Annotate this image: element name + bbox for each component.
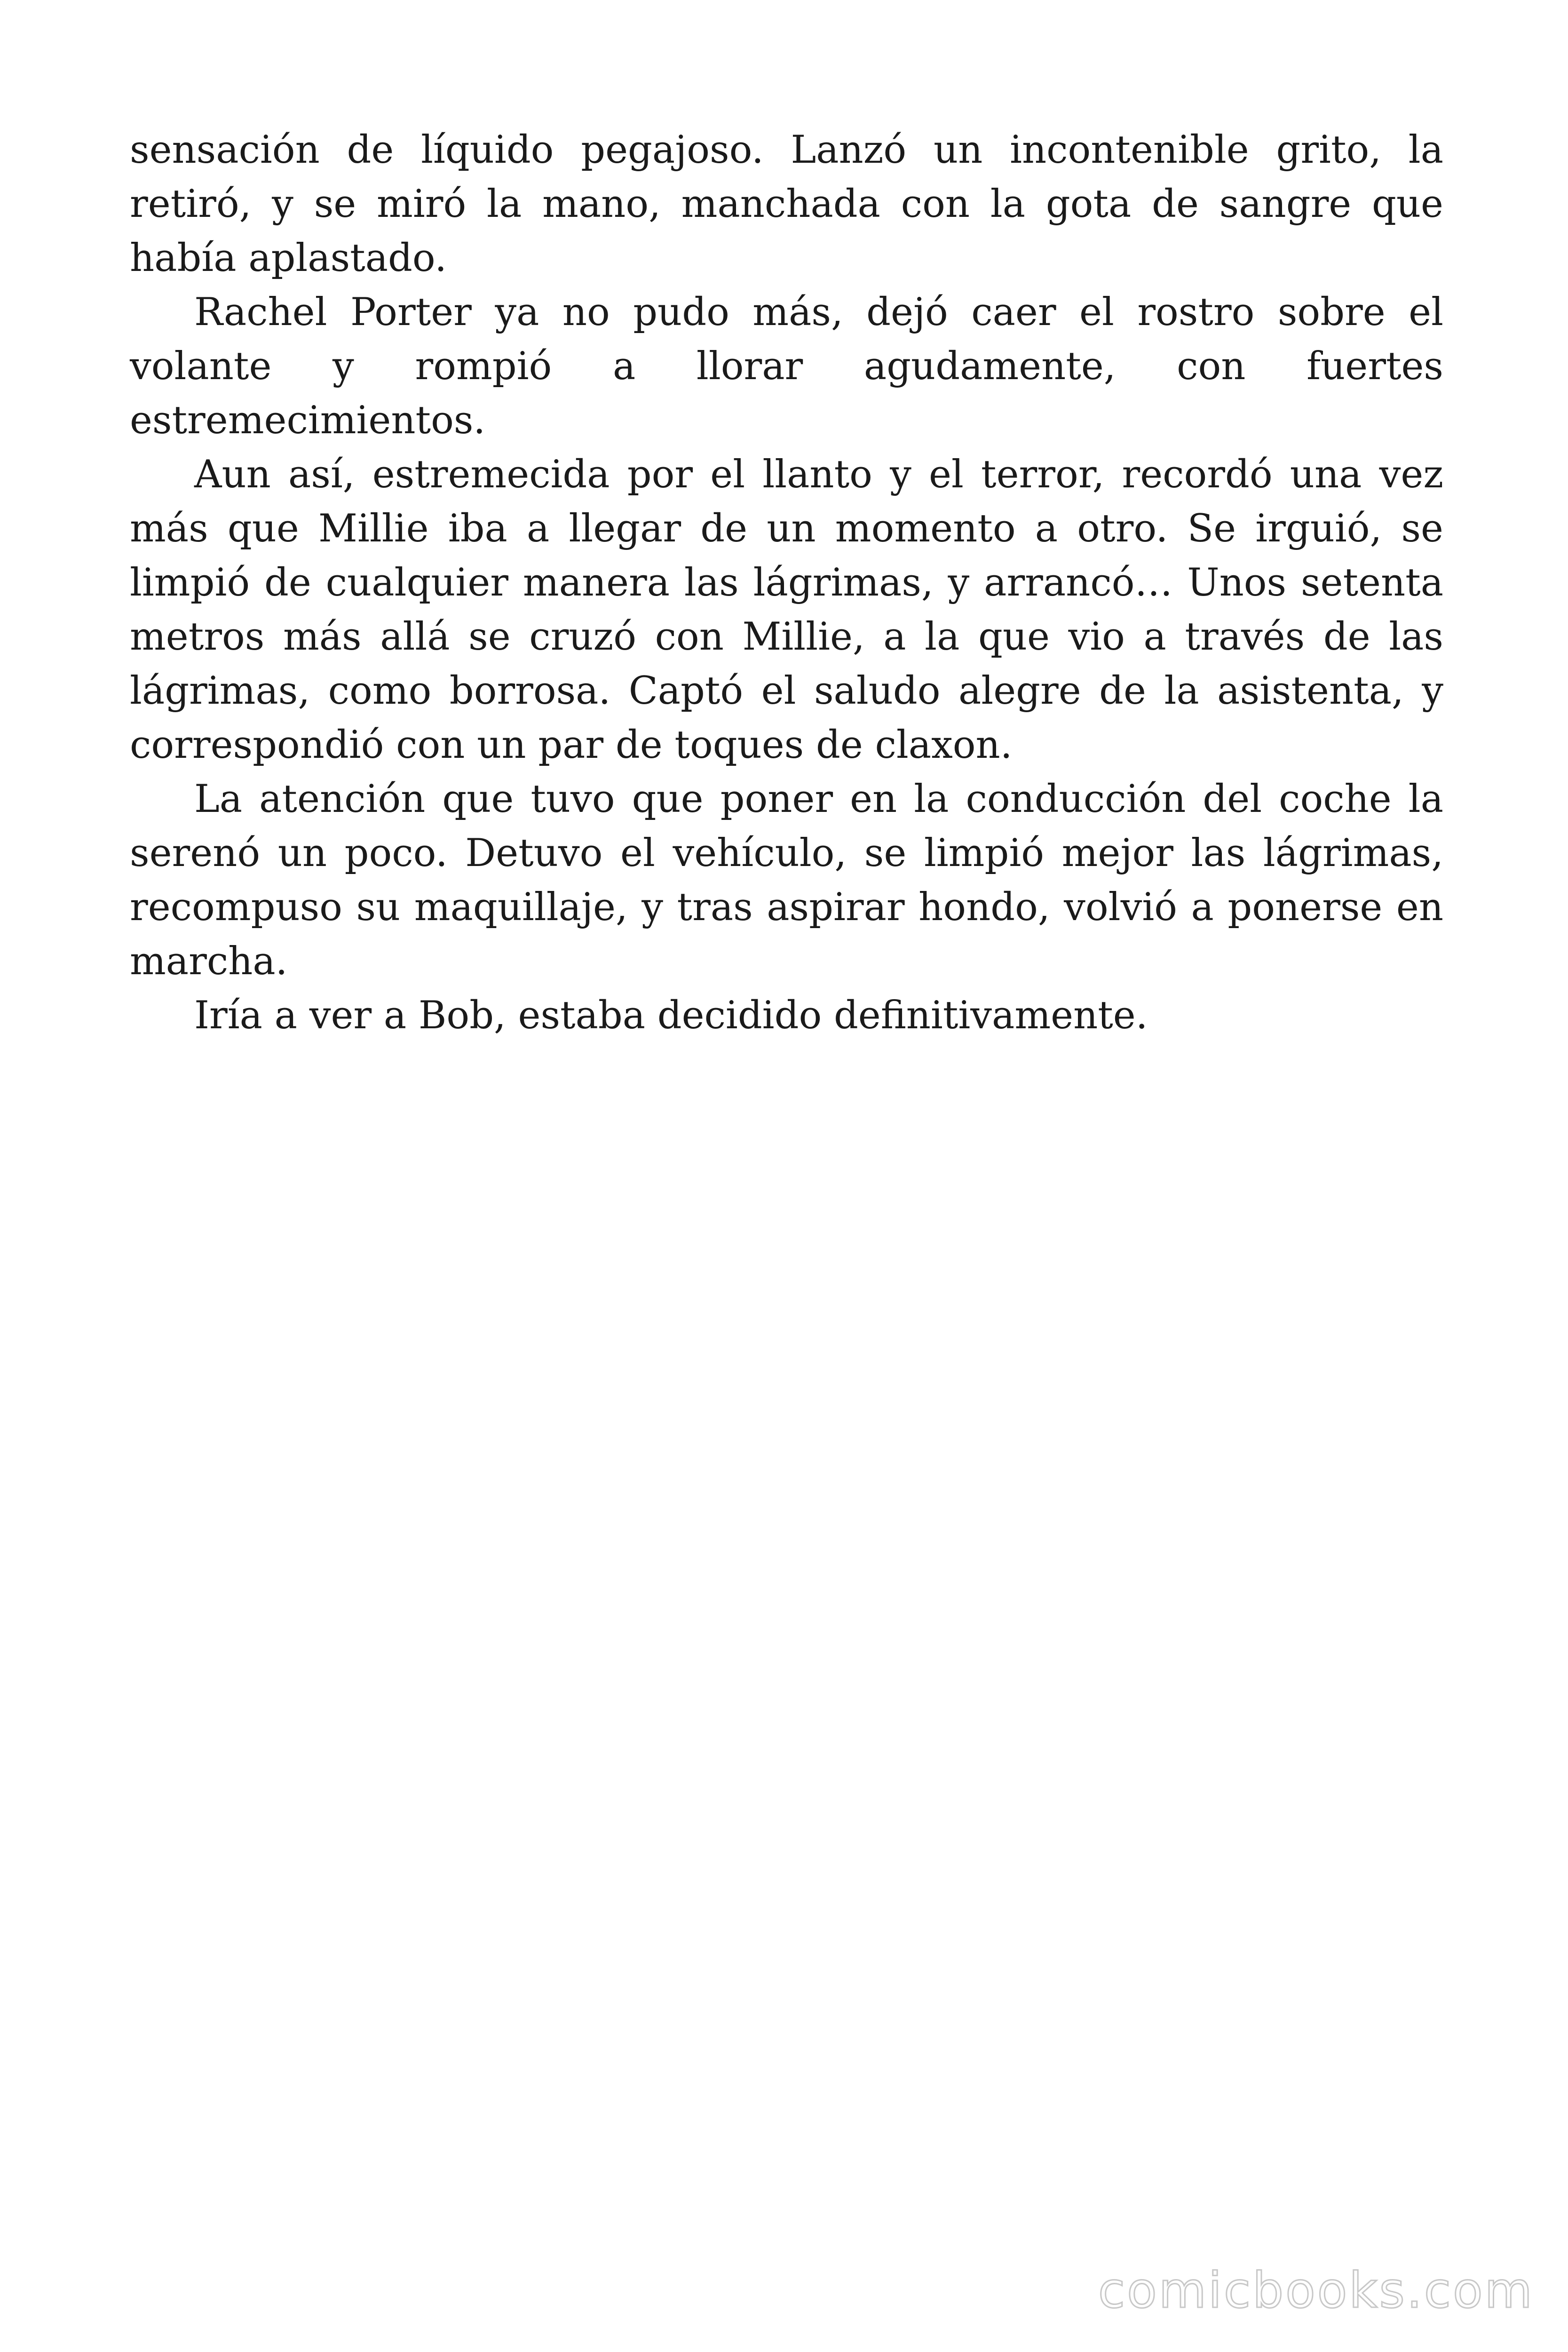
paragraph: Iría a ver a Bob, estaba decidido definitivamente. <box>194 993 1148 1038</box>
paragraph: La atención que tuvo que poner en la conducción del coche la serenó un poco. Detuvo el vehículo, se limpió mejor las lágrimas, recompuso su maquillaje, y tras aspirar hondo, volvió a ponerse en marcha. <box>130 777 1443 984</box>
paragraph: Rachel Porter ya no pudo más, dejó caer el rostro sobre el volante y rompió a llorar agudamente, con fuertes estremecimientos. <box>130 290 1443 443</box>
watermark-logo: comicbooks.com <box>1098 2262 1534 2319</box>
paragraph-continuation: sensación de líquido pegajoso. Lanzó un incontenible grito, la retiró, y se miró la mano, manchada con la gota de sangre que había aplastado. <box>130 128 1443 280</box>
paragraph: Aun así, estremecida por el llanto y el terror, recordó una vez más que Millie iba a llegar de un momento a otro. Se irguió, se limpió de cualquier manera las lágrimas, y arrancó… Unos setenta metros más allá se cruzó con Millie, a la que vio a través de las lágrimas, como borrosa. Captó el saludo alegre de la asistenta, y correspondió con un par de toques de claxon. <box>130 453 1443 767</box>
body-text <box>130 123 1443 1043</box>
